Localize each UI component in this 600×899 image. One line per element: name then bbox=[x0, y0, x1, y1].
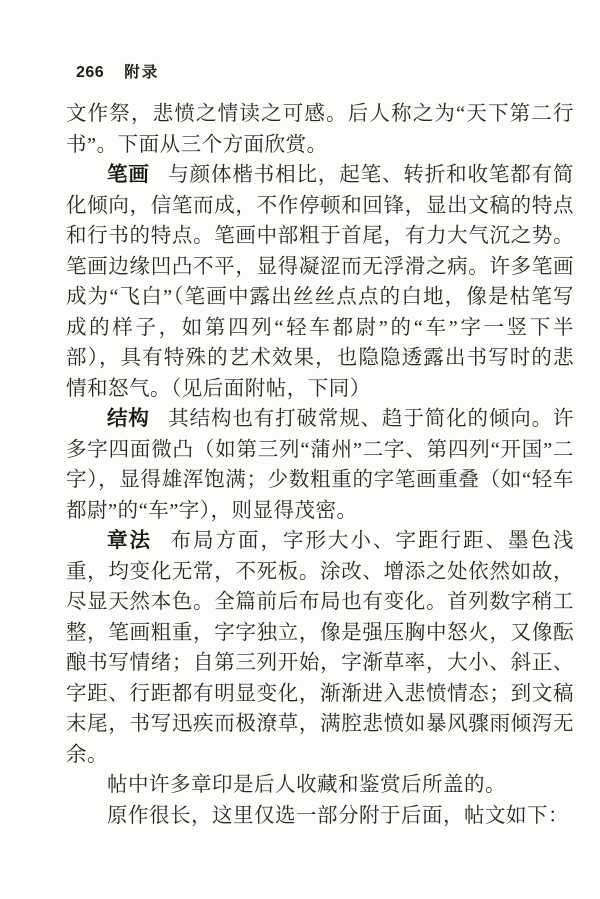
paragraph-text: 原作很长，这里仅选一部分附于后面，帖文如下： bbox=[107, 804, 569, 827]
paragraph-text: 其结构也有打破常规、趋于简化的倾向。许多字四面微凸（如第三列“蒲州”二字、第四列“开国”二字），显得雄浑饱满；少数粗重的字笔画重叠（如“轻车都尉”的“车”字），则显得茂密。 bbox=[66, 408, 575, 522]
paragraph-text: 文作祭，悲愤之情读之可感。后人称之为“天下第二行书”。下面从三个方面欣赏。 bbox=[66, 103, 574, 156]
paragraph-text: 布局方面，字形大小、字距行距、墨色浅重，均变化无常，不死板。涂改、增添之处依然如故，尽显天然本色。全篇前后布局也有变化。首列数字稍工整，笔画粗重，字字独立，像是强压胸中怒火，又像酝酿书写情绪；自第三列开始，字渐草率，大小、斜正、字距、行距都有明显变化，渐渐进入悲愤情态；到文稿末尾，书写迅疾而极潦草，满腔悲愤如暴风骤雨倾泻无余。 bbox=[66, 530, 575, 766]
paragraph-run-in-heading: 结构 bbox=[107, 407, 150, 430]
paragraph-text: 与颜体楷书相比，起笔、转折和收笔都有简化倾向，信笔而成，不作停顿和回锋，显出文稿的特点和行书的特点。笔画中部粗于首尾，有力大气沉之势。笔画边缘凹凸不平，显得凝涩而无浮滑之病。许多笔画成为“飞白”（笔画中露出丝丝点点的白地，像是枯笔写成的样子，如第四列“轻车都尉”的“车”字一竖下半部），具有特殊的艺术效果，也隐隐透露出书写时的悲情和怒气。（见后面附帖，下同） bbox=[66, 164, 575, 400]
paragraph bbox=[66, 99, 574, 160]
paragraph-text: 帖中许多章印是后人收藏和鉴赏后所盖的。 bbox=[107, 774, 506, 796]
paragraph bbox=[66, 526, 574, 770]
paragraph bbox=[66, 801, 574, 832]
paragraph bbox=[66, 160, 574, 404]
paragraph-run-in-heading: 笔画 bbox=[107, 163, 150, 186]
body-text bbox=[66, 99, 574, 831]
page-number: 266 bbox=[76, 64, 105, 81]
page-header bbox=[76, 60, 159, 82]
paragraph bbox=[66, 770, 574, 801]
paragraph bbox=[66, 404, 574, 526]
paragraph-run-in-heading: 章法 bbox=[107, 529, 153, 552]
section-title: 附录 bbox=[124, 64, 160, 81]
